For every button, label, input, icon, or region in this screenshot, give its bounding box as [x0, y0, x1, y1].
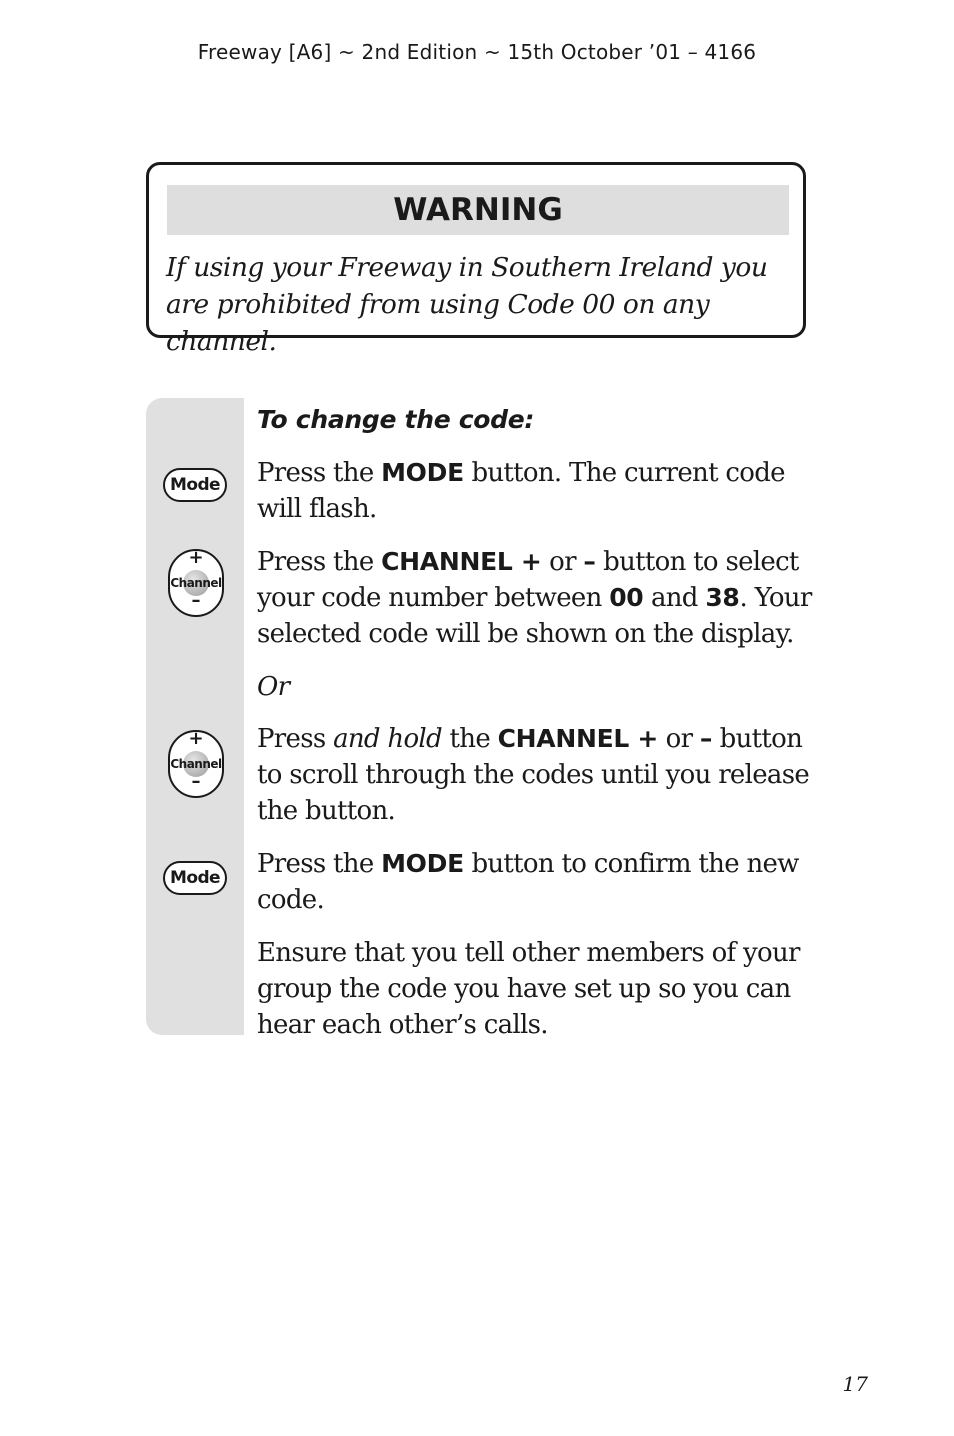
mode-button-icon: [163, 861, 227, 895]
step-hold-channel: Press and hold the CHANNEL + or – button to scroll through the codes until you release the button.: [257, 724, 810, 826]
warning-box: [146, 162, 806, 357]
step-press-mode: Press the MODE button. The current code will flash.: [257, 458, 785, 524]
minus-icon: –: [191, 771, 201, 792]
channel-button-label: Channel: [170, 757, 222, 771]
warning-title: WARNING: [167, 185, 789, 235]
or-separator: Or: [257, 672, 290, 702]
plus-icon: +: [188, 547, 204, 568]
step-confirm-mode: Press the MODE button to confirm the new code.: [257, 849, 799, 915]
plus-icon: +: [188, 728, 204, 749]
mode-button-label: Mode: [170, 868, 220, 888]
step-select-channel: Press the CHANNEL + or – button to select your code number between 00 and 38. Your selected code will be shown on the display.: [257, 547, 812, 649]
page-number: 17: [842, 1372, 868, 1396]
channel-button-icon: [168, 549, 224, 617]
mode-button-label: Mode: [170, 475, 220, 495]
section-heading: To change the code:: [257, 405, 535, 434]
mode-button-icon: [163, 468, 227, 502]
button-icon-sidebar: [146, 398, 244, 1035]
page-header: Freeway [A6] ~ 2nd Edition ~ 15th October ’01 – 4166: [197, 40, 757, 64]
channel-button-label: Channel: [170, 576, 222, 590]
channel-button-icon: [168, 730, 224, 798]
group-note: Ensure that you tell other members of your group the code you have set up so you can hear each other’s calls.: [257, 938, 800, 1040]
warning-text: If using your Freeway in Southern Ireland you are prohibited from using Code 00 on any channel.: [166, 252, 768, 357]
minus-icon: –: [191, 590, 201, 611]
